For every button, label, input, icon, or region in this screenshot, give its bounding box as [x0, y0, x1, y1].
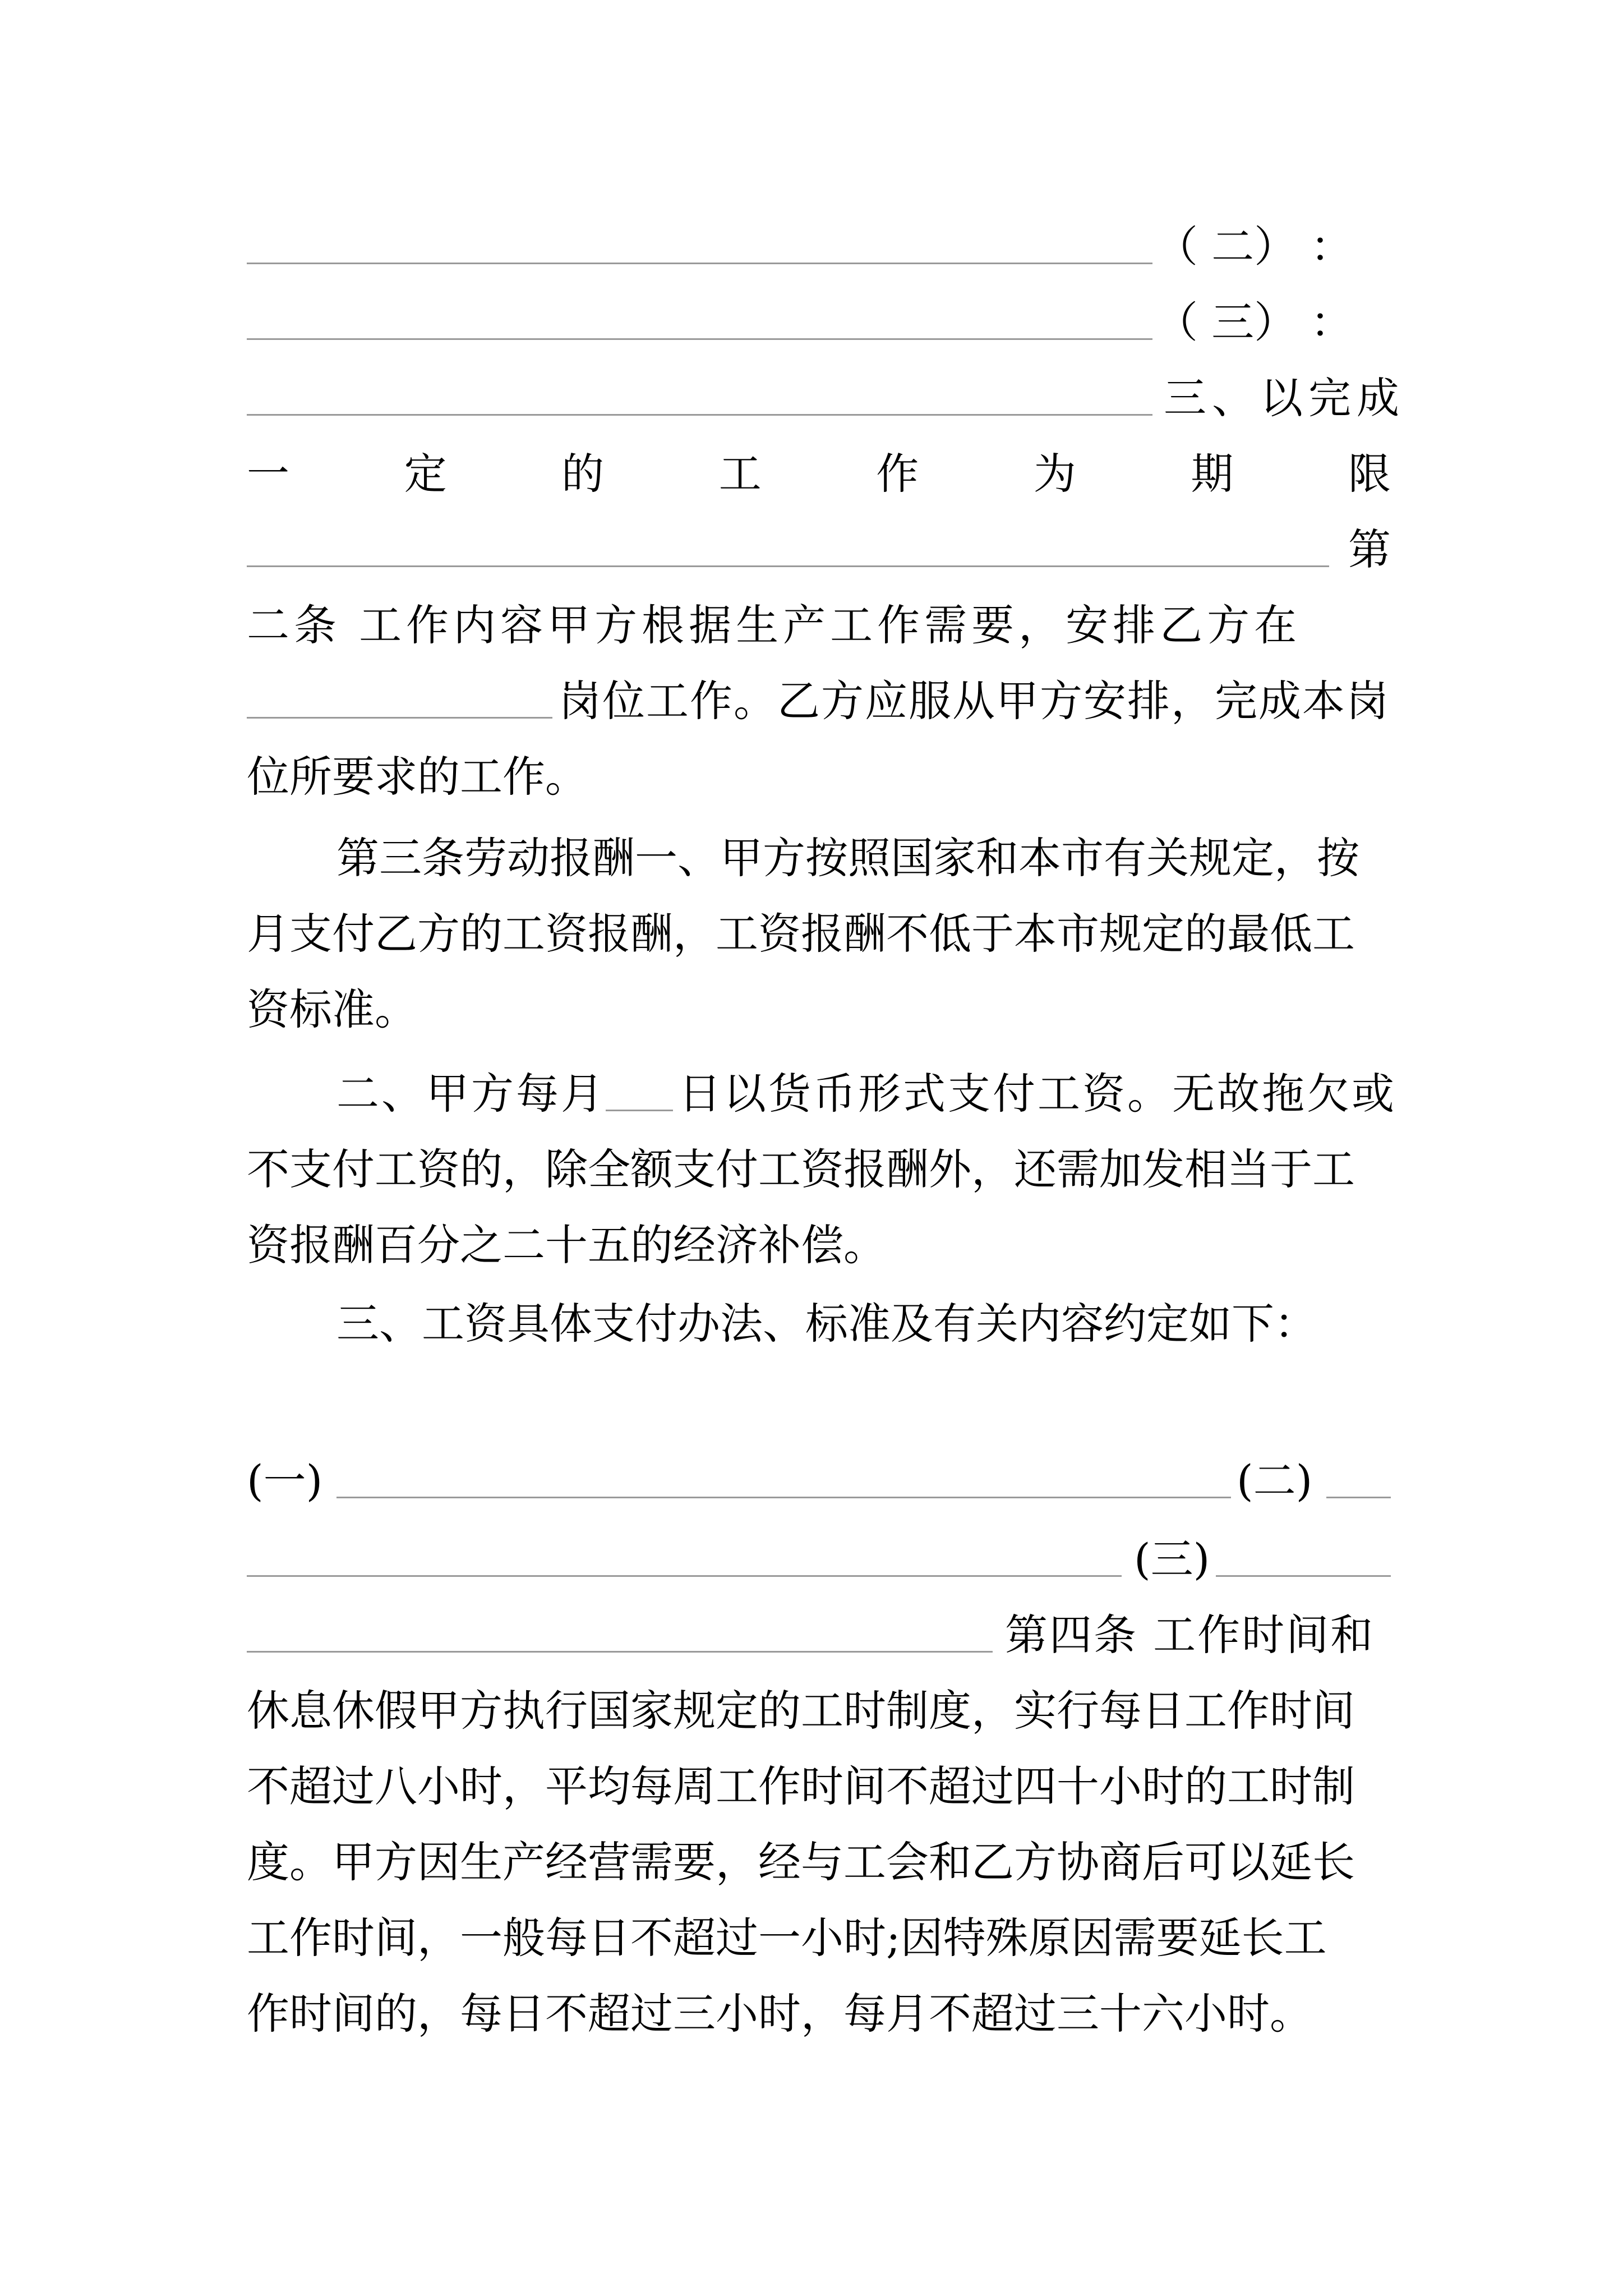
paragraph-line: 度。甲方因生产经营需要，经与工会和乙方协商后可以延长 [247, 1837, 1355, 1887]
paragraph-line: 月支付乙方的工资报酬，工资报酬不低于本市规定的最低工 [247, 909, 1355, 959]
fill-blank [336, 1497, 1231, 1498]
line-spread [247, 440, 1391, 508]
paragraph-line: 第三条劳动报酬一、甲方按照国家和本市有关规定，按 [336, 833, 1359, 883]
pay-day-prefix: 二、甲方每月 [336, 1069, 606, 1119]
paragraph-line: 三、工资具体支付办法、标准及有关内容约定如下： [336, 1299, 1317, 1349]
clause-4-heading: 第四条 工作时间和 [1005, 1610, 1375, 1660]
clause-3-text: 三、以完成 [1164, 373, 1405, 423]
fill-blank [247, 338, 1152, 340]
fill-blank [247, 1651, 993, 1653]
wage-item-3-label: (三) [1134, 1534, 1210, 1584]
spread-char: 限 [1348, 449, 1391, 499]
paragraph-line: 工作时间，一般每日不超过一小时;因特殊原因需要延长工 [247, 1913, 1327, 1963]
spread-char: 工 [718, 449, 762, 499]
fill-blank [247, 565, 1329, 567]
paragraph-line: 位所要求的工作。 [247, 752, 588, 802]
paragraph-line: 不超过八小时，平均每周工作时间不超过四十小时的工时制 [247, 1761, 1355, 1811]
line-di [247, 516, 1391, 583]
wage-item-2-label: (二) [1237, 1456, 1313, 1506]
line-wage-items [247, 1447, 1391, 1515]
paragraph-line: 作时间的，每日不超过三小时，每月不超过三十六小时。 [247, 1989, 1312, 2039]
di-char: 第 [1348, 524, 1391, 574]
line-item-2 [247, 213, 1391, 280]
item-2-label: （ 二） ： [1155, 222, 1353, 272]
line-item-3 [247, 289, 1391, 356]
spread-char: 的 [561, 449, 605, 499]
pay-day-suffix: 日以货币形式支付工资。无故拖欠或 [679, 1069, 1396, 1119]
fill-blank [247, 414, 1152, 416]
spread-char: 作 [876, 449, 919, 499]
fill-blank [247, 717, 552, 719]
paragraph-line: 资标准。 [247, 984, 417, 1034]
wage-item-1-label: (一) [247, 1456, 323, 1506]
paragraph-line: 资报酬百分之二十五的经济补偿。 [247, 1220, 886, 1270]
fill-blank [247, 263, 1152, 264]
spread-char: 一 [247, 449, 289, 499]
paragraph-text: 岗位工作。乙方应服从甲方安排，完成本岗 [559, 676, 1390, 726]
spread-char: 期 [1191, 449, 1234, 499]
item-3-label: （ 三） ： [1155, 297, 1353, 347]
paragraph-line: 不支付工资的，除全额支付工资报酬外，还需加发相当于工 [247, 1144, 1355, 1194]
line-clause-3 [247, 365, 1405, 432]
spread-char: 定 [404, 449, 447, 499]
paragraph-line: 休息休假甲方执行国家规定的工时制度，实行每日工作时间 [247, 1686, 1355, 1736]
fill-blank [1216, 1575, 1391, 1577]
fill-blank [606, 1110, 673, 1111]
paragraph-line: 二条 工作内容甲方根据生产工作需要，安排乙方在 [247, 600, 1302, 650]
fill-blank [1326, 1497, 1391, 1498]
fill-blank [247, 1575, 1122, 1577]
line-wage-item-3 [247, 1526, 1391, 1593]
line-pay-day [247, 1060, 1396, 1128]
spread-char: 为 [1033, 449, 1076, 499]
line-post [247, 668, 1391, 735]
line-clause-4 [247, 1602, 1391, 1669]
